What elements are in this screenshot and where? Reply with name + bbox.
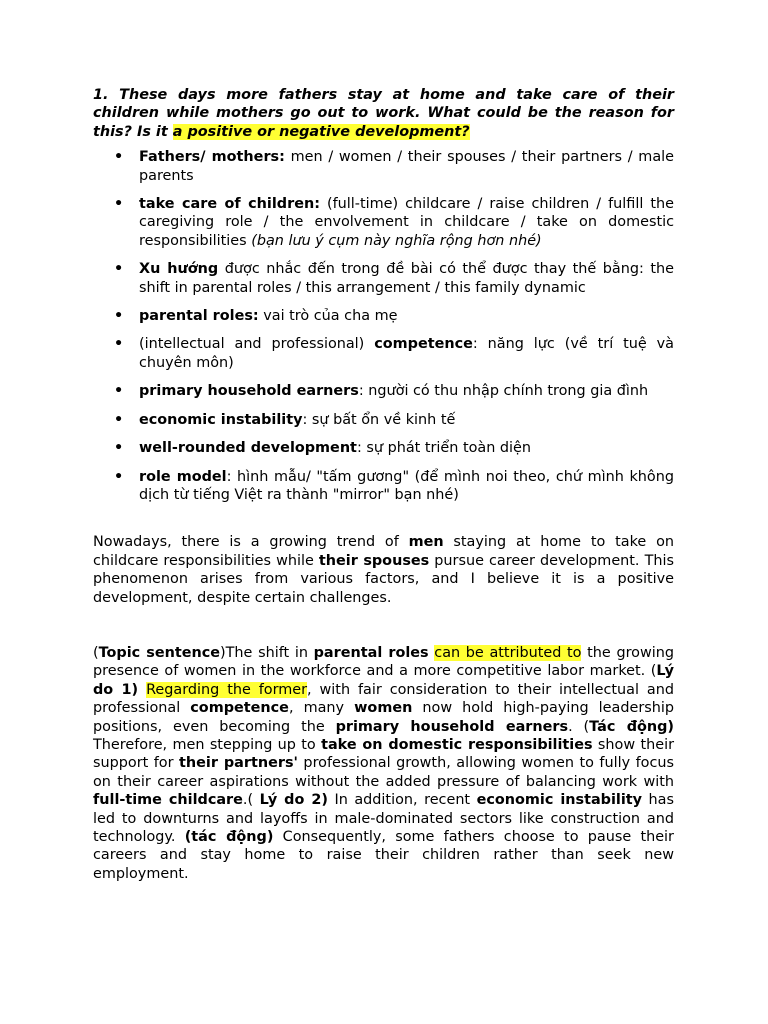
bullet-icon: • (114, 440, 124, 457)
body-text: show their support for (93, 736, 675, 772)
bullet-icon: • (114, 149, 124, 166)
body-text: ( (93, 644, 99, 661)
key-phrase: Lý do 2) (259, 792, 328, 809)
introduction-paragraph (93, 533, 674, 607)
vocab-term: primary household earners (139, 383, 359, 400)
intro-text: staying at home to take on childcare responsibilities while (93, 534, 674, 569)
vocab-term: parental roles: (139, 308, 259, 325)
vocab-term: competence (374, 336, 473, 353)
vocab-prefix: (intellectual and professional) (139, 336, 375, 353)
key-phrase: economic instability (476, 792, 643, 809)
key-phrase: Tác động) (589, 718, 675, 735)
body-text: , many (288, 700, 355, 717)
body-text (138, 682, 146, 698)
vocab-definition: : sự bất ổn về kinh tế (302, 411, 456, 428)
vocab-term: take care of children: (139, 196, 320, 213)
vocab-term: Xu hướng (139, 261, 219, 278)
vocab-item (93, 439, 674, 457)
body-paragraph (93, 644, 674, 883)
vocabulary-list (93, 148, 674, 504)
highlighted-phrase: can be attributed to (434, 644, 582, 661)
vocab-term: economic instability (139, 411, 303, 428)
vocab-definition: men / women / their spouses / their partners / male parents (139, 149, 674, 184)
bullet-icon: • (114, 411, 124, 428)
body-text: Consequently, some fathers choose to pause their careers and stay home to raise their children rather than seek new employment. (93, 829, 674, 882)
bullet-icon: • (114, 196, 124, 213)
intro-text: Nowadays, there is a growing trend of (93, 534, 409, 551)
body-text: . ( (568, 718, 590, 735)
bullet-icon: • (114, 336, 124, 353)
vocab-item (93, 382, 674, 400)
vocab-item (93, 468, 674, 505)
key-phrase: full-time childcare (93, 792, 243, 809)
body-text: now hold high-paying leadership positions, even becoming the (93, 700, 674, 735)
intro-text: pursue career development. This phenomenon arises from various factors, and I believe it is a positive development, despite certain challenges. (93, 552, 674, 606)
key-phrase: their spouses (318, 552, 430, 569)
vocab-term: Fathers/ mothers: (139, 149, 285, 166)
body-text: )The shift in (220, 644, 314, 661)
vocab-note: (bạn lưu ý cụm này nghĩa rộng hơn nhé) (251, 232, 542, 249)
highlighted-phrase: Regarding the former (146, 681, 308, 698)
vocab-definition: vai trò của cha mẹ (258, 308, 398, 325)
vocab-item (93, 195, 674, 250)
vocab-term: well-rounded development (139, 440, 357, 457)
vocab-item (93, 260, 674, 297)
body-text: professional growth, allowing women to fully focus on their career aspirations without the added pressure of balancing work with (93, 755, 674, 790)
key-phrase: parental roles (313, 644, 429, 661)
body-text: has led to downturns and layoffs in male-dominated sectors like construction and technology. (93, 792, 674, 845)
vocab-definition: được nhắc đến trong đề bài có thể được thay thế bằng: the shift in parental roles / this arrangement / this family dynamic (139, 261, 674, 296)
key-phrase: competence (190, 700, 289, 717)
vocab-definition: : sự phát triển toàn diện (356, 440, 532, 457)
essay-question (93, 86, 674, 141)
vocab-item (93, 411, 674, 429)
vocab-definition: (full-time) childcare / raise children / fulfill the caregiving role / the envolvement in childcare / take on domestic responsibilities (139, 196, 675, 249)
key-phrase: (tác động) (184, 829, 274, 845)
document-content (93, 86, 674, 883)
question-highlight: a positive or negative development? (172, 123, 470, 140)
question-text: 1. These days more fathers stay at home and take care of their children while mothers go out to work. What could be the reason for this? Is it (93, 87, 674, 140)
vocab-item (93, 335, 674, 372)
body-text: Therefore, men stepping up to (93, 736, 322, 753)
vocab-item (93, 148, 674, 185)
vocab-definition: : người có thu nhập chính trong gia đình (358, 383, 649, 400)
body-text: In addition, recent (327, 792, 477, 809)
bullet-icon: • (114, 383, 124, 400)
bullet-icon: • (114, 261, 124, 278)
vocab-definition: : hình mẫu/ "tấm gương" (để mình noi theo, chứ mình không dịch từ tiếng Việt ra thành "mirror" bạn nhé) (139, 468, 674, 503)
vocab-item (93, 307, 674, 325)
body-text: .( (242, 792, 260, 809)
key-phrase: Lý do 1) (93, 663, 674, 698)
key-phrase: primary household earners (335, 718, 569, 735)
vocab-definition: : năng lực (về trí tuệ và chuyên môn) (139, 336, 674, 371)
bullet-icon: • (114, 308, 124, 325)
body-text: , with fair consideration to their intellectual and professional (93, 681, 674, 717)
key-phrase: men (408, 534, 444, 551)
key-phrase: women (354, 700, 413, 717)
key-phrase: Topic sentence (98, 644, 221, 661)
vocab-term: role model (139, 468, 227, 485)
bullet-icon: • (114, 468, 124, 485)
key-phrase: take on domestic responsibilities (321, 736, 593, 753)
body-text: the growing presence of women in the workforce and a more competitive labor market. ( (93, 644, 675, 680)
key-phrase: their partners' (179, 755, 298, 772)
